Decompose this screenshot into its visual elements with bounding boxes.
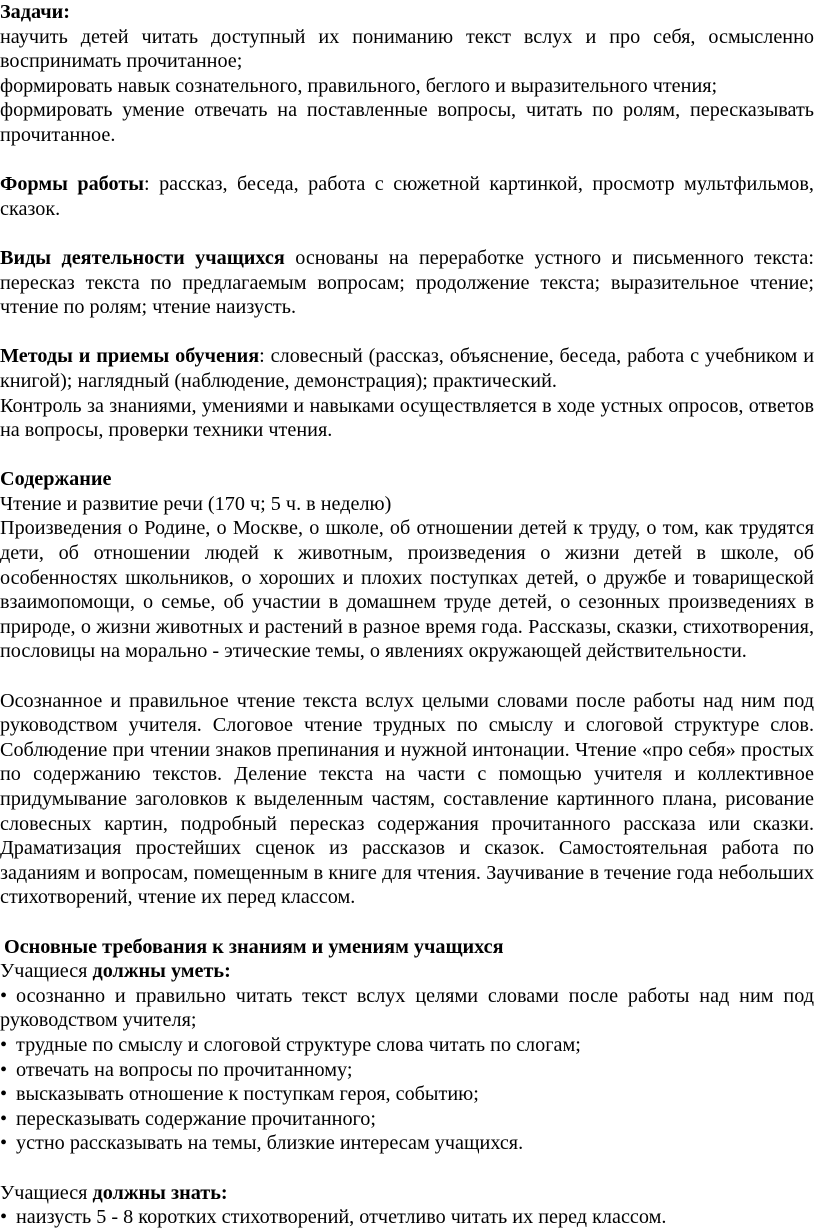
content-reading-paragraph: Осознанное и правильное чтение текста вслух целыми словами после работы над ним под руководством учителя. Слоговое чтение трудных по смыслу и слоговой структуре слов. Соблюдение при чтении знаков препинания и нужной интонации. Чтение «про себя» простых по содержанию текстов. Деление текста на части с помощью учителя и коллективное придумывание заголовков к выделенным частям, составление картинного плана, рисование словесных картин, подробный пересказ содержания прочитанного рассказа или сказки. Драматизация простейших сценок из рассказов и сказок. Самостоятельная работа по заданиям и вопросам, помещенным в книге для чтения. Заучивание в течение года небольших стихотворений, чтение их перед классом.	[0, 689, 814, 909]
must-know-line: Учащиеся должны знать:	[0, 1181, 228, 1204]
bullet-icon: •	[0, 1107, 8, 1130]
forms-label: Формы работы	[0, 173, 144, 196]
activities-text: основаны на переработке устного и письменного текста: пересказ текста по предлагаемым вопросам; продолжение текста; выразительное чтение; чтение по ролям; чтение наизусть.	[0, 246, 814, 319]
list-item: • устно рассказывать на темы, близкие интересам учащихся.	[0, 1132, 524, 1155]
bullet-icon: •	[0, 1058, 8, 1081]
forms-paragraph	[0, 172, 814, 221]
list-item: • пересказывать содержание прочитанного;	[0, 1107, 377, 1130]
task-item: научить детей читать доступный их пониманию текст вслух и про себя, осмысленно воспринимать прочитанное;	[0, 25, 814, 73]
list-item: • осознанно и правильно читать текст вслух целями словами после работы над ним под руководством учителя;	[0, 984, 814, 1032]
bullet-icon: •	[0, 984, 8, 1007]
methods-paragraph	[0, 344, 814, 393]
content-heading: Содержание	[0, 468, 112, 491]
task-item: формировать навык сознательного, правильного, беглого и выразительного чтения;	[0, 74, 718, 97]
list-item: • наизусть 5 - 8 коротких стихотворений, отчетливо читать их перед классом.	[0, 1206, 667, 1229]
bullet-icon: •	[0, 1083, 8, 1106]
requirements-heading: Основные требования к знаниям и умениям учащихся	[4, 935, 504, 958]
list-item: • трудные по смыслу и слоговой структуре слова читать по слогам;	[0, 1033, 581, 1056]
task-item: формировать умение отвечать на поставленные вопросы, читать по ролям, пересказывать прочитанное.	[0, 99, 814, 146]
bullet-icon: •	[0, 1033, 8, 1056]
content-works-paragraph: Произведения о Родине, о Москве, о школе, об отношении детей к труду, о том, как трудятся дети, об отношении людей к животным, произведения о жизни детей в школе, об особенностях школьников, о хороших и плохих поступках детей, о дружбе и товарищеской взаимопомощи, о семье, об участии в домашнем труде детей, о сезонных произведениях в природе, о жизни животных и растений в разное время года. Рассказы, сказки, стихотворения, пословицы на морально - этические темы, о явлениях окружающей действительности.	[0, 517, 814, 663]
activities-paragraph	[0, 246, 814, 320]
bullet-icon: •	[0, 1132, 8, 1155]
must-know-label: должны знать:	[92, 1181, 228, 1204]
must-do-line: Учащиеся должны уметь:	[0, 960, 231, 983]
must-do-label: должны уметь:	[92, 960, 231, 983]
forms-text: : рассказ, беседа, работа с сюжетной картинкой, просмотр мультфильмов, сказок.	[0, 173, 814, 220]
control-paragraph: Контроль за знаниями, умениями и навыками осуществляется в ходе устных опросов, ответов на вопросы, проверки техники чтения.	[0, 394, 814, 442]
list-item: • высказывать отношение к поступкам героя, событию;	[0, 1083, 479, 1106]
bullet-icon: •	[0, 1206, 8, 1229]
tasks-heading: Задачи:	[0, 1, 70, 23]
methods-text: : словесный (рассказ, объяснение, беседа, работа с учебником и книгой); наглядный (наблюдение, демонстрация); практический.	[0, 345, 814, 392]
methods-label: Методы и приемы обучения	[0, 345, 260, 368]
activities-label: Виды деятельности учащихся	[0, 246, 285, 269]
list-item: • отвечать на вопросы по прочитанному;	[0, 1058, 353, 1081]
content-subheading: Чтение и развитие речи (170 ч; 5 ч. в неделю)	[0, 492, 392, 515]
